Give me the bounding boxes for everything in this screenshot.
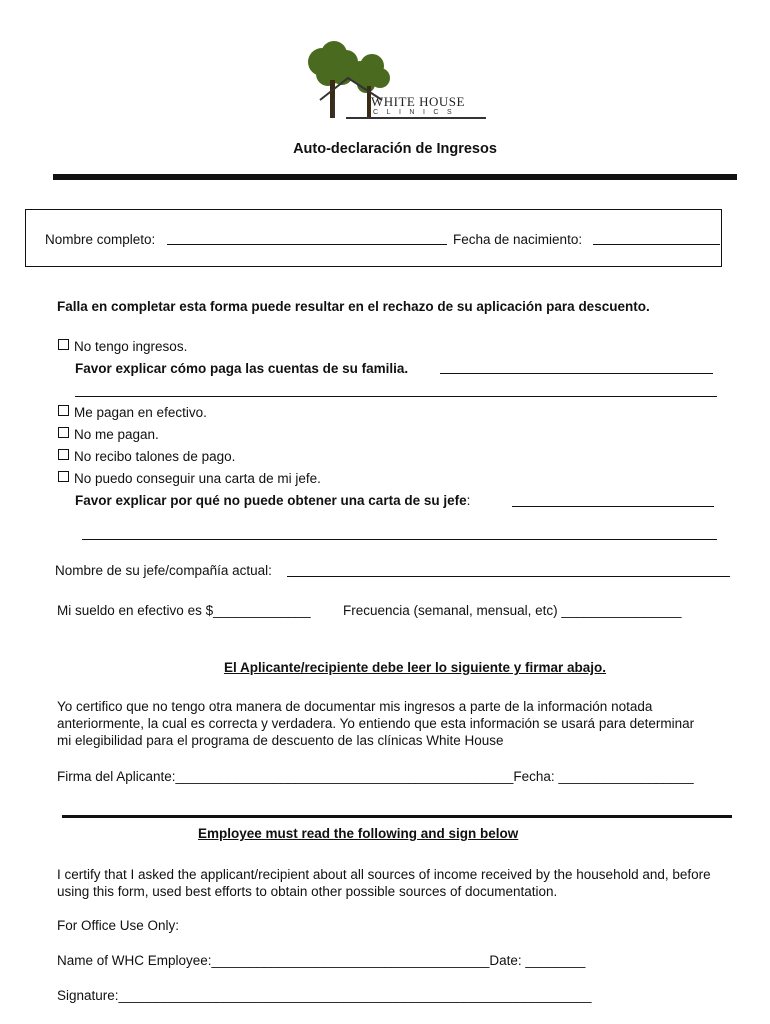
employer-label: Nombre de su jefe/compañía actual:	[55, 563, 272, 578]
employer-field[interactable]	[287, 576, 730, 577]
paid-cash-checkbox[interactable]	[58, 405, 69, 416]
logo-sub-line: CLINICS	[373, 109, 461, 116]
no-letter-label: No puedo conseguir una carta de mi jefe.	[74, 471, 321, 486]
explain-letter-row	[75, 493, 470, 509]
employee-cert-line: using this form, used best efforts to obtain other possible sources of documentation.	[57, 884, 558, 899]
no-income-label: No tengo ingresos.	[74, 339, 188, 354]
paid-cash-label: Me pagan en efectivo.	[74, 405, 207, 420]
explain-bills-field-line2[interactable]	[75, 396, 717, 397]
page-title: Auto-declaración de Ingresos	[293, 141, 497, 157]
employee-certification	[57, 866, 711, 900]
warning-text: Falla en completar esta forma puede resultar en el rechazo de su aplicación para descuento.	[57, 299, 650, 314]
explain-bills-field[interactable]	[440, 373, 713, 374]
applicant-signature-field[interactable]: Firma del Aplicante:_____________________________________________Fecha: __________________	[57, 769, 694, 784]
employee-signature-field[interactable]: Signature:_______________________________________________________________	[57, 988, 592, 1003]
not-paid-label: No me pagan.	[74, 427, 159, 442]
no-letter-checkbox[interactable]	[58, 471, 69, 482]
full-name-label: Nombre completo:	[45, 232, 156, 247]
no-stubs-checkbox[interactable]	[58, 449, 69, 460]
not-paid-checkbox[interactable]	[58, 427, 69, 438]
full-name-field[interactable]	[167, 244, 447, 245]
employee-cert-line: I certify that I asked the applicant/recipient about all sources of income received by the household and, before	[57, 867, 711, 882]
section-divider	[62, 815, 732, 818]
employee-section-heading: Employee must read the following and sign below	[198, 826, 519, 841]
applicant-cert-line: Yo certifico que no tengo otra manera de documentar mis ingresos a parte de la información notada	[57, 699, 653, 714]
cash-salary-field[interactable]: Mi sueldo en efectivo es $_____________	[57, 603, 311, 618]
explain-letter-field[interactable]	[512, 506, 714, 507]
dob-field[interactable]	[593, 244, 720, 245]
explain-letter-label: Favor explicar por qué no puede obtener una carta de su jefe	[75, 493, 467, 508]
title-divider	[53, 174, 737, 180]
applicant-cert-line: mi elegibilidad para el programa de descuento de las clínicas White House	[57, 733, 504, 748]
explain-letter-colon: :	[466, 493, 471, 508]
applicant-section-heading: El Aplicante/recipiente debe leer lo siguiente y firmar abajo.	[223, 660, 607, 675]
explain-bills-label: Favor explicar cómo paga las cuentas de su familia.	[75, 361, 409, 376]
no-stubs-label: No recibo talones de pago.	[74, 449, 236, 464]
explain-letter-field-line2[interactable]	[82, 539, 717, 540]
applicant-certification	[57, 698, 694, 749]
applicant-cert-line: anteriormente, la cual es correcta y verdadera. Yo entiendo que esta información se usará para determinar	[57, 716, 695, 731]
dob-label: Fecha de nacimiento:	[453, 232, 583, 247]
employee-name-field[interactable]: Name of WHC Employee:_____________________________________Date: ________	[57, 953, 586, 968]
logo-name-line: WHITE HOUSE	[371, 94, 465, 109]
office-use-label: For Office Use Only:	[57, 918, 180, 933]
no-income-checkbox[interactable]	[58, 339, 69, 350]
frequency-field[interactable]: Frecuencia (semanal, mensual, etc) ________________	[343, 603, 682, 618]
